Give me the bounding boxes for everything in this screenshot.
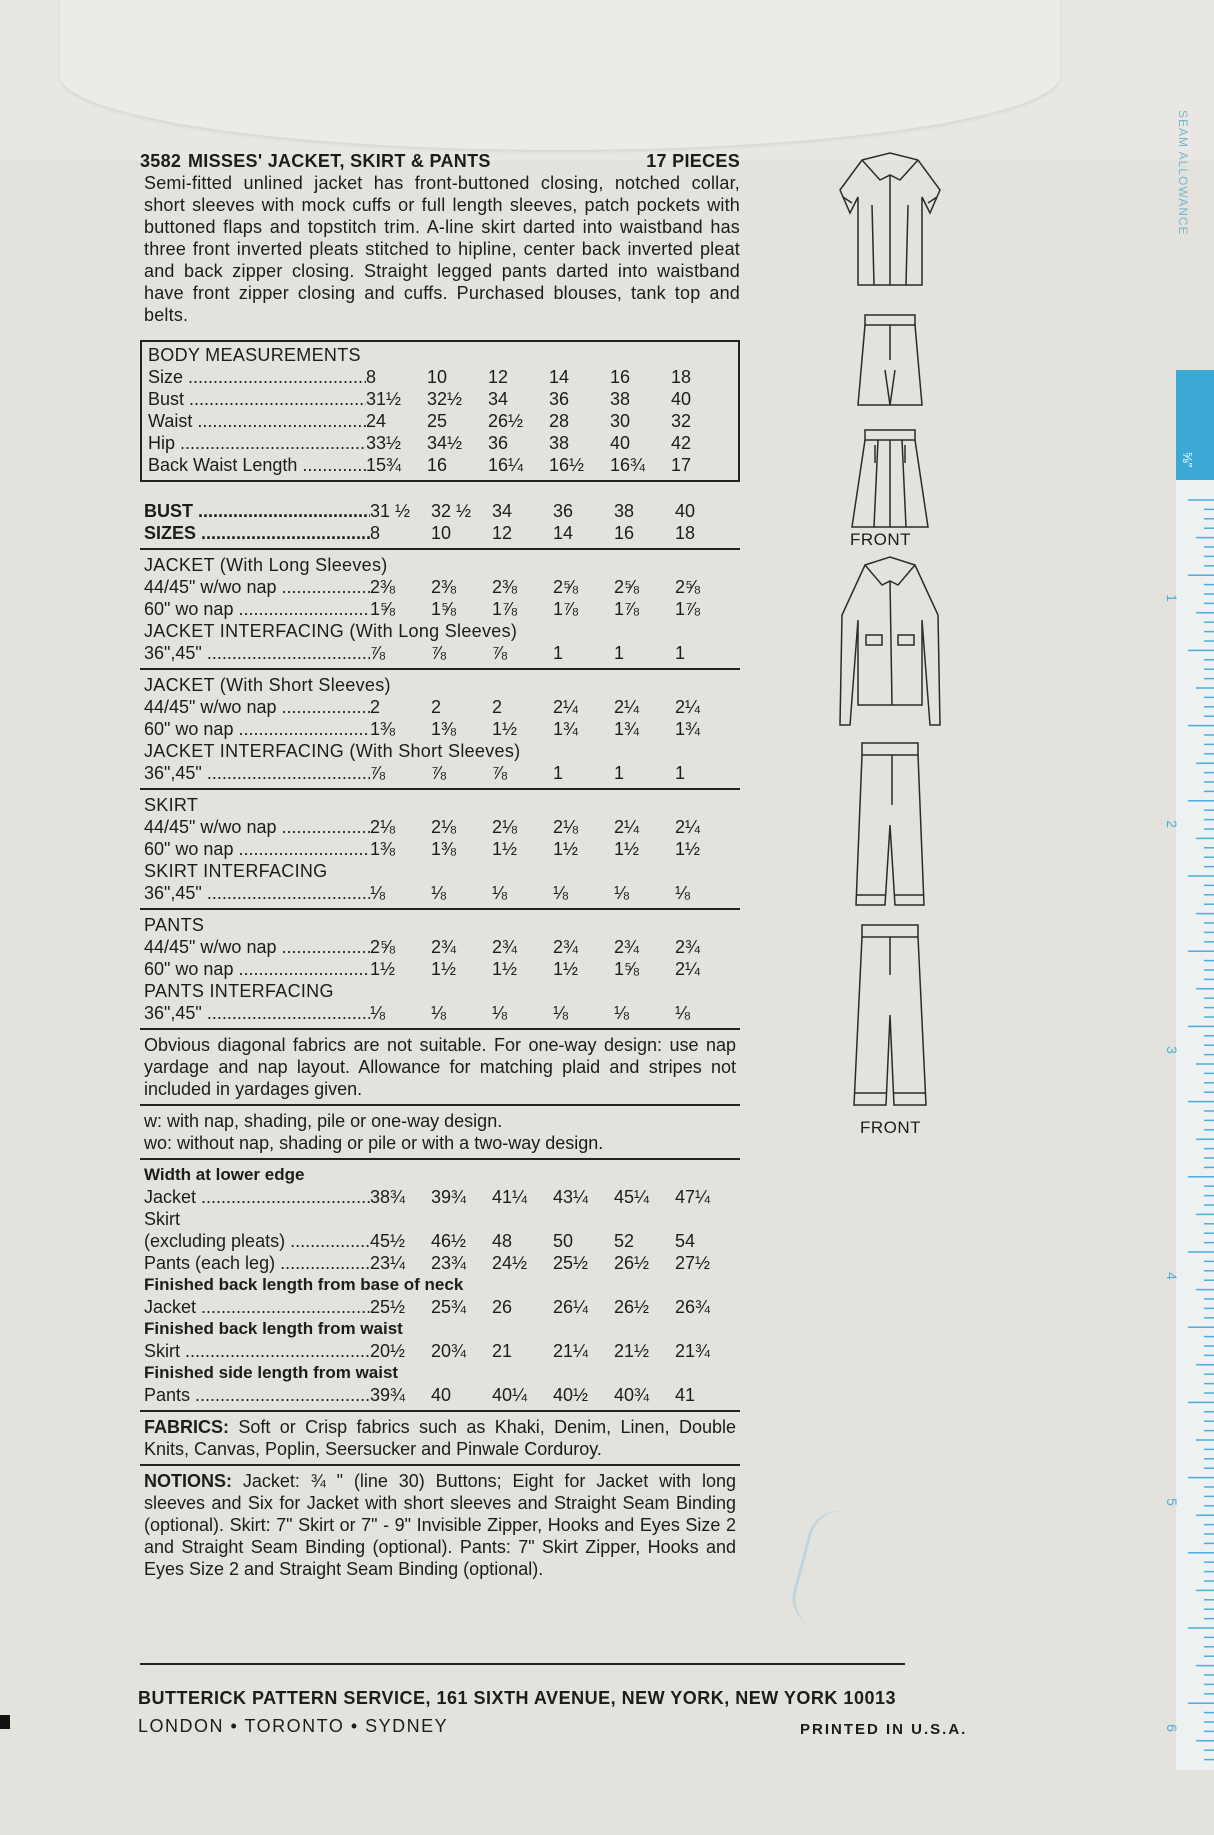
measurement-value: 39¾ (370, 1385, 406, 1405)
measurement-values (370, 838, 736, 860)
measurement-value: 8 (366, 367, 377, 387)
pants-front-label: FRONT (860, 1118, 922, 1137)
fabrics-label: FABRICS: (144, 1417, 229, 1437)
measurement-value: 16 (610, 367, 631, 387)
notions-section (140, 1466, 740, 1584)
bust-row (144, 500, 736, 522)
body-measurements-box (140, 340, 740, 482)
measurement-value: 20¾ (431, 1341, 467, 1361)
measurement-label: 44/45" w/wo nap ..... (144, 936, 370, 958)
measurement-values (370, 642, 736, 664)
measurement-value: ⅛ (553, 1003, 569, 1023)
measurement-value: ⅞ (370, 763, 386, 783)
measurement-value: 39¾ (431, 1187, 467, 1207)
measurement-value: 2¾ (553, 937, 579, 957)
measurement-value: 1½ (553, 839, 579, 859)
measurement-value: ⅛ (614, 883, 630, 903)
measurement-value: 21 (492, 1341, 513, 1361)
measurement-value: 1⅞ (675, 599, 701, 619)
measurement-value: 1½ (553, 959, 579, 979)
measurement-value: 2⅛ (492, 817, 518, 837)
measurement-label: Waist ..... (148, 410, 366, 432)
measurement-value: 26½ (614, 1253, 650, 1273)
width-jacket-label: Jacket ..... (144, 1186, 370, 1208)
measurement-value: 14 (549, 367, 570, 387)
measurement-label: 44/45" w/wo nap ..... (144, 696, 370, 718)
measurement-value: 1¾ (614, 719, 640, 739)
measurement-value: 2⅝ (370, 937, 396, 957)
measurement-value: 1½ (492, 719, 518, 739)
measurement-value: 30 (610, 411, 631, 431)
measurement-values (370, 958, 736, 980)
measurement-label: Bust ..... (148, 388, 366, 410)
measurement-value: 25½ (370, 1297, 406, 1317)
ruler-number: 3 (1163, 1046, 1180, 1054)
measurement-value: ⅞ (370, 643, 386, 663)
interfacing-heading: JACKET INTERFACING (With Long Sleeves) (144, 621, 518, 641)
section-heading: JACKET (With Short Sleeves) (144, 675, 391, 695)
measurement-value: 2⅝ (553, 577, 579, 597)
width-pants-label: Pants (each leg) ..... (144, 1252, 370, 1274)
measurement-value: 1 (675, 643, 686, 663)
garment-illustrations (830, 145, 950, 1145)
measurement-value: 16¾ (610, 455, 646, 475)
measurement-value: 8 (370, 523, 381, 543)
measurement-label: Size ..... (148, 366, 366, 388)
bust-sizes-section (140, 496, 740, 550)
nap-note (140, 1106, 740, 1160)
measurement-value: 2 (370, 697, 381, 717)
measurement-value: 21¼ (553, 1341, 589, 1361)
company-cities: LONDON • TORONTO • SYDNEY (138, 1716, 449, 1736)
handwritten-mark (786, 1504, 878, 1636)
measurement-value: 31 ½ (370, 501, 411, 521)
side-pants-values (370, 1384, 736, 1406)
measurement-row (144, 598, 736, 620)
measurement-values (370, 718, 736, 740)
measurement-label: 44/45" w/wo nap ..... (144, 816, 370, 838)
measurement-value: 1 (614, 643, 625, 663)
measurement-row (148, 388, 732, 410)
measurement-row (144, 642, 736, 664)
yardage-section (140, 550, 740, 670)
back-jacket-values (370, 1296, 736, 1318)
measurement-row (144, 838, 736, 860)
measurement-value: 31½ (366, 389, 402, 409)
corner-mark (0, 1715, 10, 1729)
measurement-label: 36",45" ..... (144, 1002, 370, 1024)
measurement-value: 40¼ (492, 1385, 528, 1405)
measurement-value: 16¼ (488, 455, 524, 475)
measurement-value: 1½ (431, 959, 457, 979)
measurement-value: 36 (549, 389, 570, 409)
measurement-value: 2¾ (431, 937, 457, 957)
yardage-section (140, 670, 740, 790)
measurement-value: 2¾ (614, 937, 640, 957)
ruler-fraction: ⅝" (1180, 451, 1196, 468)
side-pants-row (144, 1384, 736, 1406)
measurement-value: 45¼ (614, 1187, 650, 1207)
measurement-value: 40¾ (614, 1385, 650, 1405)
measurement-value: 41 (675, 1385, 696, 1405)
measurement-value: 1⅝ (370, 599, 396, 619)
back-jacket-row (144, 1296, 736, 1318)
body-measurements-title: BODY MEASUREMENTS (148, 345, 361, 365)
measurement-value: 34½ (427, 433, 463, 453)
measurement-value: 1⅞ (614, 599, 640, 619)
measurement-value: 1⅝ (614, 959, 640, 979)
measurement-value: 32 ½ (431, 501, 472, 521)
section-heading: JACKET (With Long Sleeves) (144, 555, 388, 575)
width-skirt-sublabel: (excluding pleats) ..... (144, 1230, 370, 1252)
measurement-value: 26¾ (675, 1297, 711, 1317)
measurement-values (370, 576, 736, 598)
measurement-value: ⅛ (370, 883, 386, 903)
measurement-value: 28 (549, 411, 570, 431)
measurement-value: 1 (675, 763, 686, 783)
measurement-value: 34 (492, 501, 513, 521)
measurement-value: 2⅜ (431, 577, 457, 597)
measurement-value: ⅛ (675, 1003, 691, 1023)
measurement-value: 25¾ (431, 1297, 467, 1317)
measurement-value: 2⅝ (675, 577, 701, 597)
section-heading: PANTS (144, 915, 205, 935)
measurement-value: 1 (553, 643, 564, 663)
measurement-values (370, 816, 736, 838)
yardage-section (140, 910, 740, 1030)
measurement-value: 38 (549, 433, 570, 453)
measurement-value: 18 (675, 523, 696, 543)
measurement-value: 1 (614, 763, 625, 783)
measurement-label: 36",45" ..... (144, 882, 370, 904)
measurement-value: 1⅞ (492, 599, 518, 619)
sizes-row (144, 522, 736, 544)
measurement-value: 38 (610, 389, 631, 409)
ruler-ticks (1176, 370, 1214, 1770)
measurement-value: 2¼ (553, 697, 579, 717)
measurement-value: 16 (614, 523, 635, 543)
nap-note-w: w: with nap, shading, pile or one-way design. (144, 1111, 503, 1131)
back-skirt-values (370, 1340, 736, 1362)
fabrics-section (140, 1412, 740, 1466)
measurement-value: 41¼ (492, 1187, 528, 1207)
measurement-value: 1¾ (553, 719, 579, 739)
main-text-column (140, 150, 740, 1584)
measurement-value: 2 (431, 697, 442, 717)
measurement-value: 2⅛ (431, 817, 457, 837)
side-pants-label: Pants ..... (144, 1384, 370, 1406)
fabrics-text: Soft or Crisp fabrics such as Khaki, Denim, Linen, Double Knits, Canvas, Poplin, Seersucker and Pinwale Corduroy. (144, 1417, 736, 1459)
yardage-section (140, 790, 740, 910)
measurement-value: 38 (614, 501, 635, 521)
back-jacket-label: Jacket ..... (144, 1296, 370, 1318)
measurement-row (148, 454, 732, 476)
measurement-value: 2¼ (675, 697, 701, 717)
ruler-number: 2 (1163, 820, 1180, 828)
measurement-value: 1½ (614, 839, 640, 859)
interfacing-heading: JACKET INTERFACING (With Short Sleeves) (144, 741, 521, 761)
width-jacket-values (370, 1186, 736, 1208)
back-skirt-row (144, 1340, 736, 1362)
yardage-sections (140, 550, 740, 1030)
measurement-values (366, 388, 732, 410)
measurement-value: 26½ (614, 1297, 650, 1317)
skirt-front-drawing (852, 430, 928, 527)
measurement-row (148, 366, 732, 388)
measurement-value: ⅞ (431, 763, 447, 783)
back-waist-heading: Finished back length from waist (144, 1319, 403, 1338)
measurement-row (144, 762, 736, 784)
measurement-value: 32 (671, 411, 692, 431)
interfacing-heading: PANTS INTERFACING (144, 981, 334, 1001)
measurement-value: 2¾ (675, 937, 701, 957)
measurement-value: 23¼ (370, 1253, 406, 1273)
long-sleeve-jacket-front-drawing (840, 557, 940, 725)
side-length-heading: Finished side length from waist (144, 1363, 399, 1382)
measurement-value: 18 (671, 367, 692, 387)
measurement-value: 26½ (488, 411, 524, 431)
pattern-title: MISSES' JACKET, SKIRT & PANTS (188, 151, 491, 171)
measurement-label: 36",45" ..... (144, 762, 370, 784)
width-skirt-row (144, 1230, 736, 1252)
width-jacket-row (144, 1186, 736, 1208)
measurement-value: 38¾ (370, 1187, 406, 1207)
measurement-value: 2¾ (492, 937, 518, 957)
measurement-value: 24½ (492, 1253, 528, 1273)
pattern-header (140, 150, 740, 172)
measurement-values (366, 410, 732, 432)
measurement-label: 60" wo nap ..... (144, 838, 370, 860)
ruler-number: 6 (1163, 1724, 1180, 1732)
measurement-value: 26 (492, 1297, 513, 1317)
measurement-row (144, 576, 736, 598)
measurement-values (370, 936, 736, 958)
measurement-value: 45½ (370, 1231, 406, 1251)
measurement-label: 60" wo nap ..... (144, 958, 370, 980)
measurement-value: 2⅝ (614, 577, 640, 597)
measurement-value: 12 (492, 523, 513, 543)
measurement-value: 46½ (431, 1231, 467, 1251)
measurement-row (144, 958, 736, 980)
measurement-value: 27½ (675, 1253, 711, 1273)
notions-text: Jacket: ¾ " (line 30) Buttons; Eight for Jacket with long sleeves and Six for Jacket with short sleeves and Straight Seam Binding (optional). Skirt: 7" Skirt or 7" - 9" Invisible Zipper, Hooks and Eyes Size 2 and Straight Seam Binding (optional). Pants: 7" Skirt Zipper, Hooks and Eyes Size 2 and Straight Seam Binding (optional). (144, 1471, 736, 1579)
measurement-label: 44/45" w/wo nap ..... (144, 576, 370, 598)
section-heading: SKIRT (144, 795, 199, 815)
measurement-value: ⅛ (675, 883, 691, 903)
bust-values (370, 500, 736, 522)
measurement-row (144, 882, 736, 904)
measurement-value: 34 (488, 389, 509, 409)
size-values (370, 522, 736, 544)
measurement-label: Back Waist Length ..... (148, 454, 366, 476)
width-pants-row (144, 1252, 736, 1274)
measurement-value: 10 (431, 523, 452, 543)
measurement-value: 43¼ (553, 1187, 589, 1207)
measurement-value: 33½ (366, 433, 402, 453)
width-pants-values (370, 1252, 736, 1274)
ruler-number: 5 (1163, 1498, 1180, 1506)
measurement-values (366, 366, 732, 388)
measurement-value: 23¾ (431, 1253, 467, 1273)
measurement-value: 50 (553, 1231, 574, 1251)
measurement-label: 60" wo nap ..... (144, 718, 370, 740)
measurement-values (370, 696, 736, 718)
measurement-value: 1¾ (675, 719, 701, 739)
measurement-value: 1⅜ (431, 839, 457, 859)
back-skirt-label: Skirt ..... (144, 1340, 370, 1362)
measurement-values (366, 454, 732, 476)
measurement-value: 36 (553, 501, 574, 521)
measurement-value: 47¼ (675, 1187, 711, 1207)
measurement-value: 2¼ (614, 817, 640, 837)
bust-label: BUST ..... (144, 500, 370, 522)
measurement-value: ⅞ (492, 643, 508, 663)
measurement-value: 1½ (492, 959, 518, 979)
measurement-value: 1½ (675, 839, 701, 859)
ruler-number: 1 (1163, 594, 1180, 602)
pattern-number: 3582 (140, 151, 182, 171)
measurement-value: 42 (671, 433, 692, 453)
measurement-value: ⅛ (492, 1003, 508, 1023)
measurement-value: 24 (366, 411, 387, 431)
measurement-value: 40 (431, 1385, 452, 1405)
body-measurements-rows (148, 366, 732, 476)
width-skirt-label: Skirt (144, 1209, 180, 1229)
measurement-value: 1⅜ (370, 839, 396, 859)
measurement-value: 1⅞ (553, 599, 579, 619)
piece-count: 17 PIECES (646, 151, 740, 171)
back-neck-heading: Finished back length from base of neck (144, 1275, 464, 1294)
measurement-value: 25½ (553, 1253, 589, 1273)
measurement-values (370, 1002, 736, 1024)
measurement-label: 60" wo nap ..... (144, 598, 370, 620)
measurement-value: ⅛ (492, 883, 508, 903)
measurement-value: 25 (427, 411, 448, 431)
measurement-row (148, 410, 732, 432)
measurement-value: 1½ (370, 959, 396, 979)
sizes-label: SIZES ..... (144, 522, 370, 544)
measurement-value: ⅛ (553, 883, 569, 903)
measurement-value: 21½ (614, 1341, 650, 1361)
measurement-value: 2¼ (675, 959, 701, 979)
measurement-value: ⅞ (492, 763, 508, 783)
printed-in-usa: PRINTED IN U.S.A. (800, 1721, 968, 1738)
measurement-row (144, 718, 736, 740)
measurement-value: 40 (671, 389, 692, 409)
measurement-values (370, 762, 736, 784)
measurement-value: ⅛ (370, 1003, 386, 1023)
measurement-value: 2⅛ (370, 817, 396, 837)
measurement-value: 20½ (370, 1341, 406, 1361)
measurement-value: ⅞ (431, 643, 447, 663)
skirt-back-drawing (858, 315, 922, 405)
measurement-values (370, 598, 736, 620)
measurement-values (366, 432, 732, 454)
measurement-value: 48 (492, 1231, 513, 1251)
measurement-value: ⅛ (614, 1003, 630, 1023)
nap-note-wo: wo: without nap, shading or pile or with a two-way design. (144, 1133, 604, 1153)
pants-front-drawing (856, 743, 924, 905)
measurement-value: 16½ (549, 455, 585, 475)
width-heading: Width at lower edge (144, 1165, 305, 1184)
measurement-value: 1⅝ (431, 599, 457, 619)
measurement-value: 17 (671, 455, 692, 475)
measurement-row (148, 432, 732, 454)
measurement-value: 16 (427, 455, 448, 475)
measurement-label: 36",45" ..... (144, 642, 370, 664)
short-sleeve-jacket-back-drawing (840, 153, 940, 285)
measurement-value: 21¾ (675, 1341, 711, 1361)
measurement-value: ⅛ (431, 1003, 447, 1023)
width-skirt-values (370, 1230, 736, 1252)
measurement-label: Hip ..... (148, 432, 366, 454)
measurement-value: 36 (488, 433, 509, 453)
ruler-number: 4 (1163, 1272, 1180, 1280)
measurement-value: 1½ (492, 839, 518, 859)
measurement-value: 26¼ (553, 1297, 589, 1317)
measurement-value: 2⅜ (492, 577, 518, 597)
pattern-description: Semi-fitted unlined jacket has front-buttoned closing, notched collar, short sleeves with mock cuffs or full length sleeves, patch pockets with buttoned flaps and topstitch trim. A-line skirt darted into waistband has three front inverted pleats stitched to hipline, center back inverted pleat and back zipper closing. Straight legged pants darted into waistband have front zipper closing and cuffs. Purchased blouses, tank top and belts. (144, 173, 740, 325)
measurement-value: 1⅜ (370, 719, 396, 739)
skirt-front-label: FRONT (850, 530, 912, 549)
measurement-value: 32½ (427, 389, 463, 409)
measurement-row (144, 1002, 736, 1024)
measurement-value: 14 (553, 523, 574, 543)
measurement-value: 2⅜ (370, 577, 396, 597)
fabric-note: Obvious diagonal fabrics are not suitable. For one-way design: use nap yardage and nap layout. Allowance for matching plaid and stripes not included in yardages given. (140, 1030, 740, 1106)
measurement-row (144, 936, 736, 958)
measurement-values (370, 882, 736, 904)
footer-divider (140, 1663, 905, 1665)
measurement-value: 54 (675, 1231, 696, 1251)
pants-back-drawing (854, 925, 926, 1105)
seam-allowance-label: SEAM ALLOWANCE (1176, 110, 1190, 236)
measurement-value: 12 (488, 367, 509, 387)
measurement-value: 40 (610, 433, 631, 453)
measurement-value: 1⅜ (431, 719, 457, 739)
measurement-value: 52 (614, 1231, 635, 1251)
measurement-value: 2¼ (614, 697, 640, 717)
notions-label: NOTIONS: (144, 1471, 232, 1491)
company-address: BUTTERICK PATTERN SERVICE, 161 SIXTH AVENUE, NEW YORK, NEW YORK 10013 (138, 1688, 896, 1708)
interfacing-heading: SKIRT INTERFACING (144, 861, 328, 881)
measurement-value: 2⅛ (553, 817, 579, 837)
measurement-value: 15¾ (366, 455, 402, 475)
measurement-value: 40½ (553, 1385, 589, 1405)
finished-garment-measurements (140, 1160, 740, 1412)
measurement-value: 2¼ (675, 817, 701, 837)
measurement-value: 10 (427, 367, 448, 387)
measurement-value: 40 (675, 501, 696, 521)
measurement-row (144, 816, 736, 838)
measurement-value: 2 (492, 697, 503, 717)
measurement-value: ⅛ (431, 883, 447, 903)
measurement-row (144, 696, 736, 718)
measurement-value: 1 (553, 763, 564, 783)
